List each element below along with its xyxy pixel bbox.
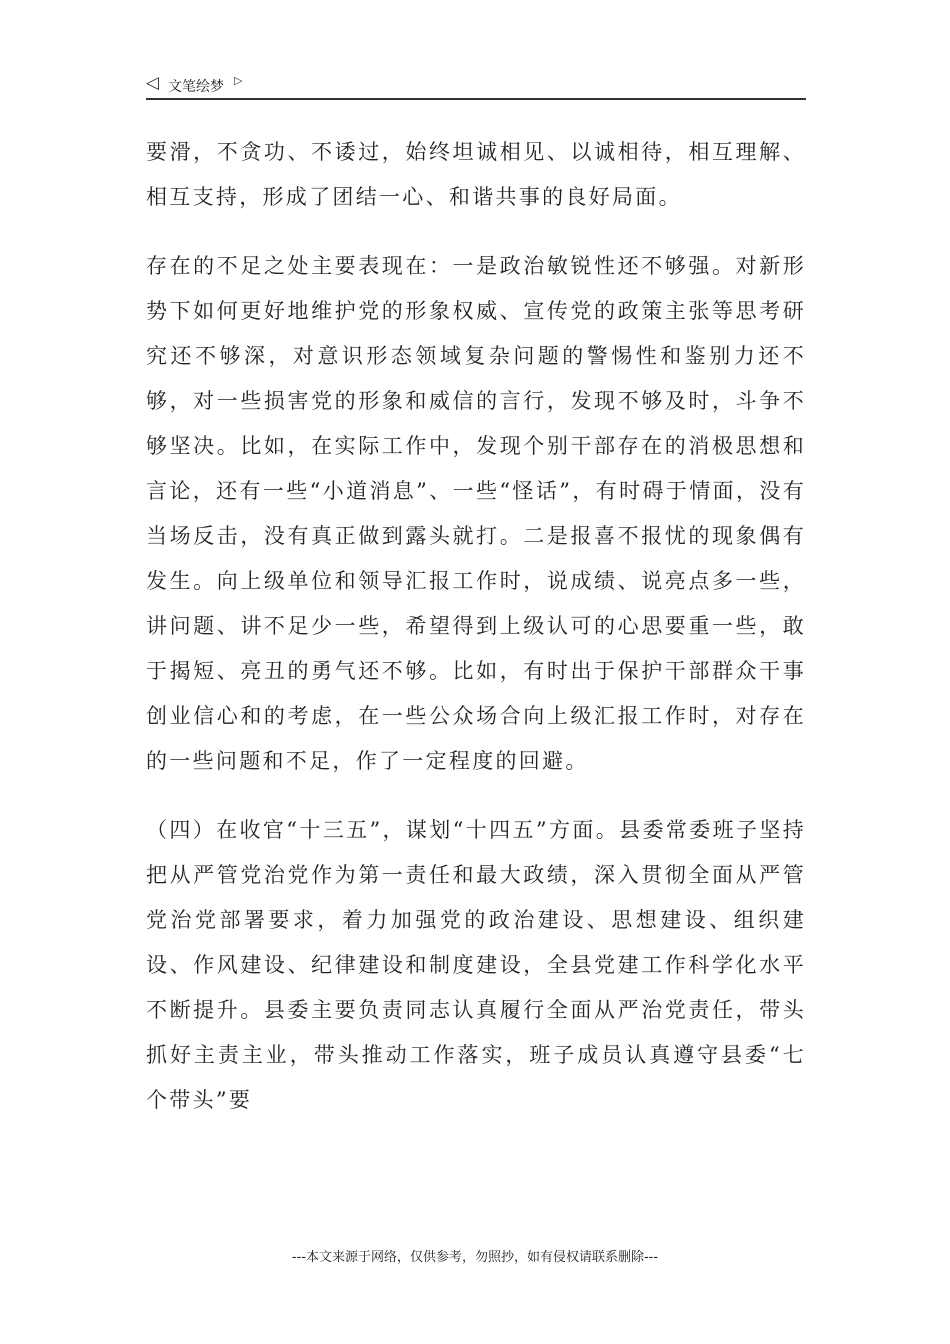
paragraph-3: （四）在收官“十三五”，谋划“十四五”方面。县委常委班子坚持把从严管党治党作为第一责任和最大政绩，深入贯彻全面从严管党治党部署要求，着力加强党的政治建设、思想建设、组织建设、作风建设、纪律建设和制度建设，全县党建工作科学化水平不断提升。县委主要负责同志认真履行全面从严治党责任，带头抓好主责主业，带头推动工作落实，班子成员认真遵守县委“七个带头”要 [146, 818, 806, 1112]
left-triangle-icon: ◁ [146, 73, 160, 93]
paragraph-2: 存在的不足之处主要表现在：一是政治敏锐性还不够强。对新形势下如何更好地维护党的形象权威、宣传党的政策主张等思考研究还不够深，对意识形态领域复杂问题的警惕性和鉴别力还不够，对一些损害党的形象和威信的言行，发现不够及时，斗争不够坚决。比如，在实际工作中，发现个别干部存在的消极思想和言论，还有一些“小道消息”、一些“怪话”，有时碍于情面，没有当场反击，没有真正做到露头就打。二是报喜不报忧的现象偶有发生。向上级单位和领导汇报工作时，说成绩、说亮点多一些，讲问题、讲不足少一些，希望得到上级认可的心思要重一些，敢于揭短、亮丑的勇气还不够。比如，有时出于保护干部群众干事创业信心和的考虑，在一些公众场合向上级汇报工作时，对存在的一些问题和不足，作了一定程度的回避。 [146, 254, 806, 773]
document-body [146, 130, 806, 1123]
header-brand: 文笔绘梦 [168, 79, 224, 95]
footer-disclaimer: ---本文来源于网络，仅供参考，勿照抄，如有侵权请联系删除--- [291, 1250, 659, 1265]
page-header [146, 72, 806, 100]
right-triangle-icon: ▷ [234, 74, 243, 87]
paragraph-1: 要滑，不贪功、不诿过，始终坦诚相见、以诚相待，相互理解、相互支持，形成了团结一心、和谐共事的良好局面。 [146, 140, 806, 209]
